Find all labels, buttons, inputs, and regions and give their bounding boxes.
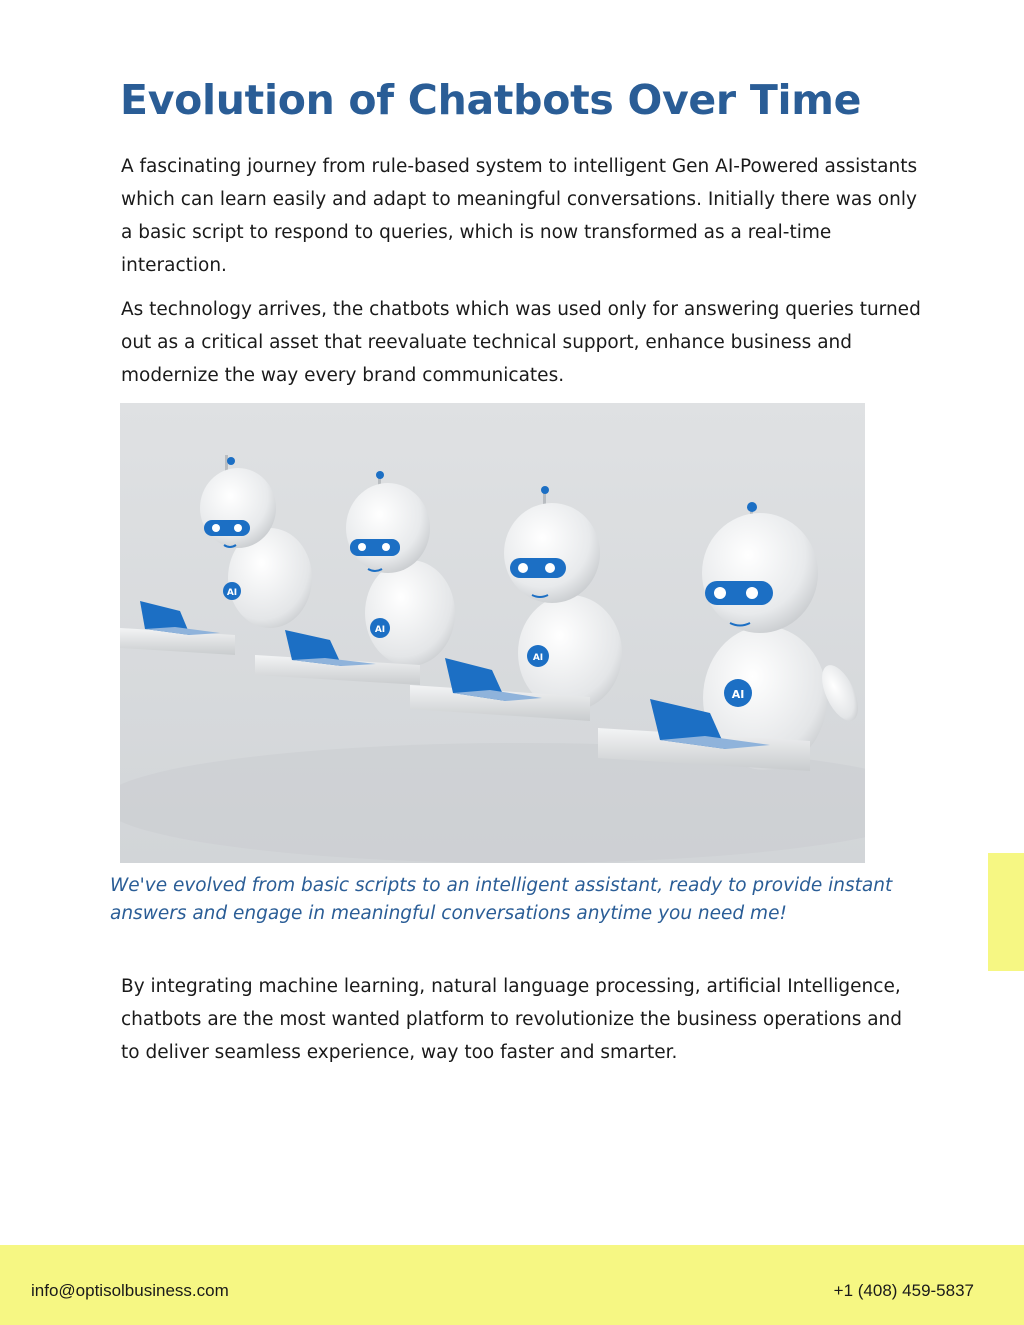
ai-badge-text: AI <box>374 625 386 635</box>
chatbot-robots-illustration <box>120 403 865 863</box>
intro-paragraph: A fascinating journey from rule-based system to intelligent Gen AI-Powered assistants which can learn easily and adapt to meaningful conversations. Initially there was only a basic script to respond to queries, which is now transformed as a real-time interaction. <box>121 156 918 276</box>
ai-badge-text: AI <box>731 688 745 701</box>
ai-badge-text: AI <box>532 653 544 663</box>
chatbot-quote: We've evolved from basic scripts to an intelligent assistant, ready to provide instant answers and engage in meaningful conversations anytime you need me! <box>110 875 893 924</box>
page-title: Evolution of Chatbots Over Time <box>120 76 862 124</box>
side-accent-tab <box>988 853 1024 971</box>
technology-paragraph: As technology arrives, the chatbots which was used only for answering queries turned out as a critical asset that reevaluate technical support, enhance business and modernize the way every brand communicates. <box>121 299 921 386</box>
footer-phone-link[interactable]: +1 (408) 459-5837 <box>833 1281 974 1300</box>
footer <box>0 1245 1024 1325</box>
integration-paragraph: By integrating machine learning, natural language processing, artificial Intelligence, chatbots are the most wanted platform to revolutionize the business operations and to deliver seamless experience, way too faster and smarter. <box>121 976 903 1063</box>
ai-badge-text: AI <box>226 588 238 598</box>
footer-email-link[interactable]: info@optisolbusiness.com <box>31 1281 229 1300</box>
